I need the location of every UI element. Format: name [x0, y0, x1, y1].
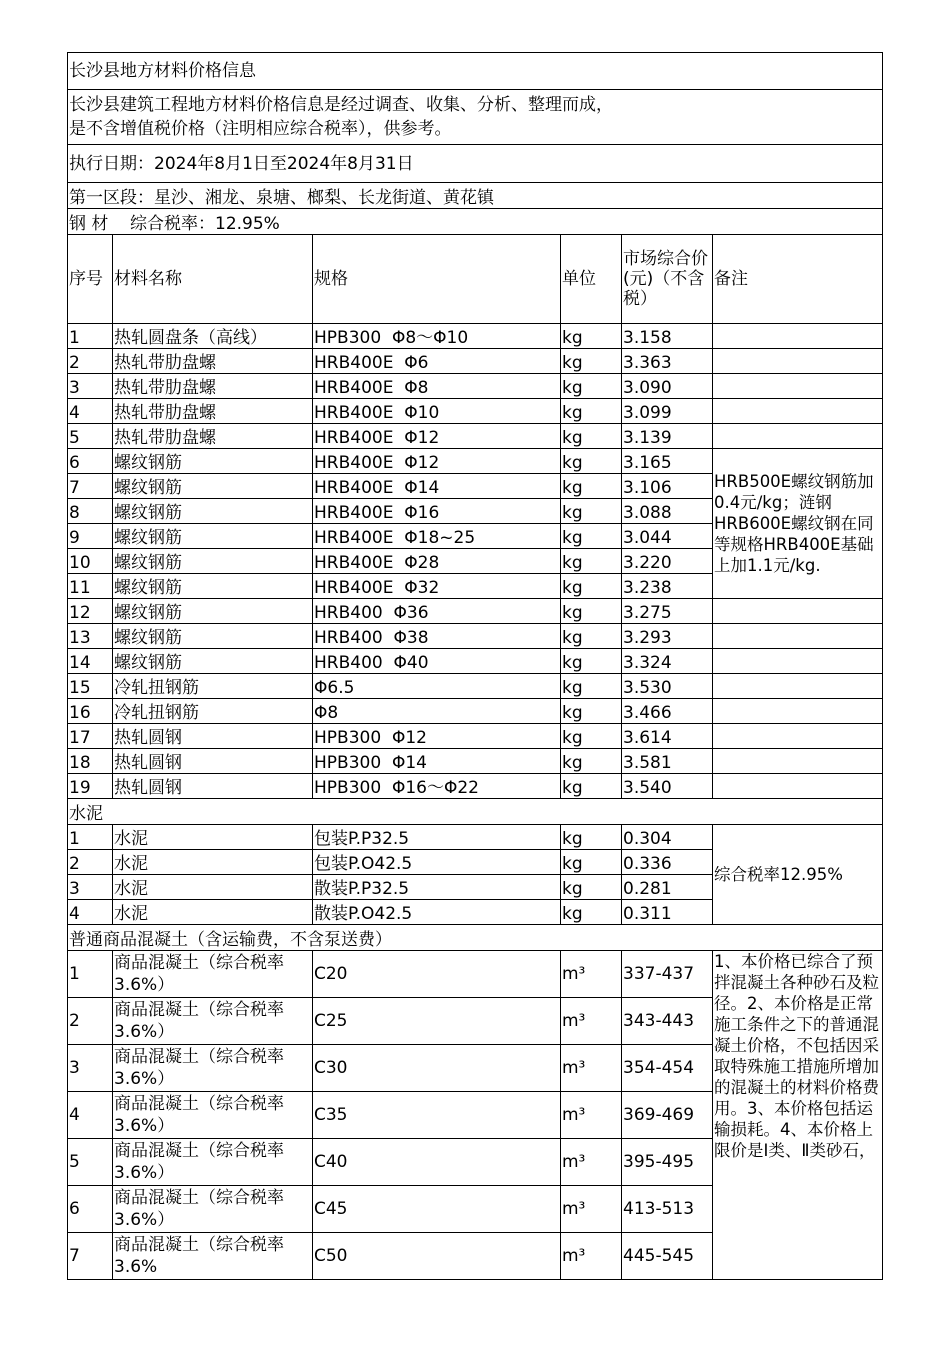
cell-note — [713, 349, 883, 374]
header-note: 备注 — [713, 235, 883, 324]
cell-no: 4 — [68, 1092, 113, 1139]
price-table — [67, 52, 883, 1280]
cell-unit: kg — [561, 349, 622, 374]
cell-price: 3.530 — [622, 674, 713, 699]
cell-price: 3.238 — [622, 574, 713, 599]
cell-unit: kg — [561, 825, 622, 850]
cell-note — [713, 399, 883, 424]
table-row — [68, 774, 883, 799]
cell-no: 6 — [68, 1186, 113, 1233]
cell-price: 0.336 — [622, 850, 713, 875]
cell-price: 3.090 — [622, 374, 713, 399]
cell-spec: 包装P.P32.5 — [313, 825, 561, 850]
cell-spec: HRB400E Φ12 — [313, 424, 561, 449]
cell-no: 19 — [68, 774, 113, 799]
cell-unit: m³ — [561, 998, 622, 1045]
cell-spec: HRB400E Φ6 — [313, 349, 561, 374]
cell-unit: kg — [561, 674, 622, 699]
cell-note — [713, 674, 883, 699]
cell-no: 3 — [68, 374, 113, 399]
cell-no: 17 — [68, 724, 113, 749]
table-row — [68, 324, 883, 349]
table-row — [68, 749, 883, 774]
cell-spec: HPB300 Φ14 — [313, 749, 561, 774]
cell-note — [713, 424, 883, 449]
cell-unit: kg — [561, 724, 622, 749]
cell-price: 0.304 — [622, 825, 713, 850]
cell-material-name: 商品混凝土（综合税率3.6%） — [113, 1092, 313, 1139]
table-row — [68, 349, 883, 374]
cell-unit: kg — [561, 449, 622, 474]
cell-material-name: 热轧带肋盘螺 — [113, 374, 313, 399]
district-label: 第一区段：星沙、湘龙、泉塘、榔梨、长龙街道、黄花镇 — [68, 183, 883, 209]
cell-no: 7 — [68, 474, 113, 499]
cell-no: 2 — [68, 998, 113, 1045]
cell-no: 5 — [68, 424, 113, 449]
header-price: 市场综合价(元)（不含税） — [622, 235, 713, 324]
cell-note — [713, 599, 883, 624]
cell-price: 3.220 — [622, 549, 713, 574]
cell-no: 13 — [68, 624, 113, 649]
cell-price: 337-437 — [622, 951, 713, 998]
cell-spec: HRB400E Φ14 — [313, 474, 561, 499]
cell-material-name: 冷轧扭钢筋 — [113, 674, 313, 699]
cell-no: 7 — [68, 1233, 113, 1280]
table-row — [68, 649, 883, 674]
cell-spec: HRB400E Φ10 — [313, 399, 561, 424]
cell-material-name: 热轧带肋盘螺 — [113, 424, 313, 449]
cell-material-name: 商品混凝土（综合税率3.6%） — [113, 1186, 313, 1233]
cell-no: 2 — [68, 349, 113, 374]
cell-unit: m³ — [561, 951, 622, 998]
cell-spec: HRB400 Φ40 — [313, 649, 561, 674]
table-row — [68, 699, 883, 724]
cell-price: 3.106 — [622, 474, 713, 499]
cell-unit: kg — [561, 875, 622, 900]
cell-material-name: 螺纹钢筋 — [113, 599, 313, 624]
price-sheet — [67, 52, 882, 1280]
cell-no: 15 — [68, 674, 113, 699]
cell-no: 4 — [68, 900, 113, 925]
cell-no: 5 — [68, 1139, 113, 1186]
cell-note — [713, 374, 883, 399]
table-row — [68, 424, 883, 449]
table-row — [68, 449, 883, 474]
cell-spec: HRB400E Φ12 — [313, 449, 561, 474]
cell-spec: HRB400 Φ36 — [313, 599, 561, 624]
cell-material-name: 水泥 — [113, 875, 313, 900]
table-row — [68, 951, 883, 998]
cell-unit: kg — [561, 374, 622, 399]
cell-spec: HPB300 Φ8～Φ10 — [313, 324, 561, 349]
cell-spec: C50 — [313, 1233, 561, 1280]
cell-spec: 散装P.O42.5 — [313, 900, 561, 925]
cell-price: 3.158 — [622, 324, 713, 349]
cell-unit: m³ — [561, 1186, 622, 1233]
header-unit: 单位 — [561, 235, 622, 324]
cell-unit: kg — [561, 549, 622, 574]
cell-price: 3.088 — [622, 499, 713, 524]
cell-no: 1 — [68, 951, 113, 998]
cell-no: 11 — [68, 574, 113, 599]
cell-no: 3 — [68, 1045, 113, 1092]
cell-material-name: 螺纹钢筋 — [113, 449, 313, 474]
cell-no: 3 — [68, 875, 113, 900]
cell-no: 4 — [68, 399, 113, 424]
cell-no: 12 — [68, 599, 113, 624]
cell-note — [713, 699, 883, 724]
cell-material-name: 商品混凝土（综合税率3.6%） — [113, 1045, 313, 1092]
cell-note — [713, 624, 883, 649]
cell-material-name: 冷轧扭钢筋 — [113, 699, 313, 724]
cell-unit: kg — [561, 624, 622, 649]
cell-price: 3.044 — [622, 524, 713, 549]
cell-spec: C45 — [313, 1186, 561, 1233]
cell-material-name: 水泥 — [113, 850, 313, 875]
cell-unit: kg — [561, 499, 622, 524]
cell-material-name: 螺纹钢筋 — [113, 624, 313, 649]
table-row — [68, 624, 883, 649]
cell-price: 0.281 — [622, 875, 713, 900]
intro-line-2: 是不含增值税价格（注明相应综合税率），供参考。 — [69, 119, 452, 139]
cell-unit: kg — [561, 850, 622, 875]
cell-price: 354-454 — [622, 1045, 713, 1092]
table-row — [68, 724, 883, 749]
cell-no: 18 — [68, 749, 113, 774]
cell-spec: HRB400E Φ8 — [313, 374, 561, 399]
cell-unit: m³ — [561, 1092, 622, 1139]
cell-note — [713, 324, 883, 349]
cell-unit: kg — [561, 774, 622, 799]
cell-note — [713, 649, 883, 674]
header-name: 材料名称 — [113, 235, 313, 324]
cell-material-name: 商品混凝土（综合税率3.6%） — [113, 1139, 313, 1186]
cell-spec: C25 — [313, 998, 561, 1045]
table-row — [68, 825, 883, 850]
cell-price: 3.165 — [622, 449, 713, 474]
cell-unit: kg — [561, 574, 622, 599]
cell-no: 2 — [68, 850, 113, 875]
cell-material-name: 热轧带肋盘螺 — [113, 349, 313, 374]
concrete-section-header: 普通商品混凝土（含运输费，不含泵送费） — [68, 925, 883, 951]
cell-material-name: 螺纹钢筋 — [113, 549, 313, 574]
cell-spec: HRB400E Φ28 — [313, 549, 561, 574]
cell-unit: m³ — [561, 1139, 622, 1186]
cell-no: 1 — [68, 324, 113, 349]
concrete-remark-note: 1、本价格已综合了预拌混凝土各种砂石及粒径。2、本价格是正常施工条件之下的普通混凝土价格，不包括因采取特殊施工措施所增加的混凝土的材料价格费用。3、本价格包括运输损耗。4、本价格上限价是Ⅰ类、Ⅱ类砂石， — [713, 951, 883, 1280]
document-title: 长沙县地方材料价格信息 — [68, 53, 883, 90]
cell-price: 3.466 — [622, 699, 713, 724]
cement-section-header: 水泥 — [68, 799, 883, 825]
cell-material-name: 热轧圆盘条（高线） — [113, 324, 313, 349]
cell-unit: kg — [561, 324, 622, 349]
cement-remark-note: 综合税率12.95% — [713, 825, 883, 925]
cell-price: 369-469 — [622, 1092, 713, 1139]
cell-unit: kg — [561, 900, 622, 925]
cell-unit: kg — [561, 424, 622, 449]
cell-material-name: 热轧圆钢 — [113, 724, 313, 749]
cell-note — [713, 774, 883, 799]
cell-spec: HRB400E Φ16 — [313, 499, 561, 524]
cell-spec: C35 — [313, 1092, 561, 1139]
steel-remark-note: HRB500E螺纹钢筋加0.4元/kg；涟钢HRB600E螺纹钢在同等规格HRB400E基础上加1.1元/kg. — [713, 449, 883, 599]
cell-price: 343-443 — [622, 998, 713, 1045]
cell-price: 3.363 — [622, 349, 713, 374]
cell-material-name: 水泥 — [113, 900, 313, 925]
cell-no: 9 — [68, 524, 113, 549]
cell-unit: m³ — [561, 1045, 622, 1092]
cell-spec: HRB400E Φ18~25 — [313, 524, 561, 549]
cell-price: 3.275 — [622, 599, 713, 624]
cell-no: 1 — [68, 825, 113, 850]
cell-price: 3.139 — [622, 424, 713, 449]
cell-note — [713, 749, 883, 774]
cell-price: 3.293 — [622, 624, 713, 649]
cell-material-name: 螺纹钢筋 — [113, 474, 313, 499]
steel-section-header: 钢 材 综合税率：12.95% — [68, 209, 883, 235]
cell-spec: 包装P.O42.5 — [313, 850, 561, 875]
intro-text — [68, 90, 883, 145]
cell-material-name: 螺纹钢筋 — [113, 649, 313, 674]
cell-spec: HRB400E Φ32 — [313, 574, 561, 599]
cell-material-name: 螺纹钢筋 — [113, 499, 313, 524]
cell-no: 14 — [68, 649, 113, 674]
table-row — [68, 599, 883, 624]
cell-material-name: 热轧圆钢 — [113, 774, 313, 799]
cell-no: 6 — [68, 449, 113, 474]
cell-no: 8 — [68, 499, 113, 524]
cell-spec: C30 — [313, 1045, 561, 1092]
cell-material-name: 商品混凝土（综合税率3.6%） — [113, 998, 313, 1045]
execution-date: 执行日期：2024年8月1日至2024年8月31日 — [68, 145, 883, 183]
cell-spec: Φ8 — [313, 699, 561, 724]
cell-material-name: 商品混凝土（综合税率3.6%） — [113, 951, 313, 998]
cell-material-name: 水泥 — [113, 825, 313, 850]
intro-line-1: 长沙县建筑工程地方材料价格信息是经过调查、收集、分析、整理而成， — [69, 95, 613, 115]
cell-spec: HPB300 Φ12 — [313, 724, 561, 749]
cell-price: 3.324 — [622, 649, 713, 674]
cell-unit: kg — [561, 649, 622, 674]
cell-spec: HRB400 Φ38 — [313, 624, 561, 649]
cell-no: 10 — [68, 549, 113, 574]
cell-material-name: 热轧圆钢 — [113, 749, 313, 774]
cell-no: 16 — [68, 699, 113, 724]
cell-spec: C40 — [313, 1139, 561, 1186]
cell-price: 3.614 — [622, 724, 713, 749]
cell-price: 3.581 — [622, 749, 713, 774]
table-row — [68, 399, 883, 424]
cell-material-name: 热轧带肋盘螺 — [113, 399, 313, 424]
cell-price: 395-495 — [622, 1139, 713, 1186]
table-row — [68, 674, 883, 699]
cell-price: 445-545 — [622, 1233, 713, 1280]
cell-unit: kg — [561, 524, 622, 549]
cell-unit: m³ — [561, 1233, 622, 1280]
cell-price: 3.099 — [622, 399, 713, 424]
cell-unit: kg — [561, 474, 622, 499]
cell-spec: HPB300 Φ16～Φ22 — [313, 774, 561, 799]
cell-price: 3.540 — [622, 774, 713, 799]
cell-spec: 散装P.P32.5 — [313, 875, 561, 900]
header-spec: 规格 — [313, 235, 561, 324]
cell-price: 0.311 — [622, 900, 713, 925]
cell-spec: Φ6.5 — [313, 674, 561, 699]
cell-spec: C20 — [313, 951, 561, 998]
cell-note — [713, 724, 883, 749]
header-no: 序号 — [68, 235, 113, 324]
cell-material-name: 螺纹钢筋 — [113, 524, 313, 549]
cell-price: 413-513 — [622, 1186, 713, 1233]
cell-material-name: 螺纹钢筋 — [113, 574, 313, 599]
cell-unit: kg — [561, 399, 622, 424]
table-row — [68, 374, 883, 399]
cell-unit: kg — [561, 699, 622, 724]
cell-unit: kg — [561, 599, 622, 624]
cell-unit: kg — [561, 749, 622, 774]
cell-material-name: 商品混凝土（综合税率3.6% — [113, 1233, 313, 1280]
